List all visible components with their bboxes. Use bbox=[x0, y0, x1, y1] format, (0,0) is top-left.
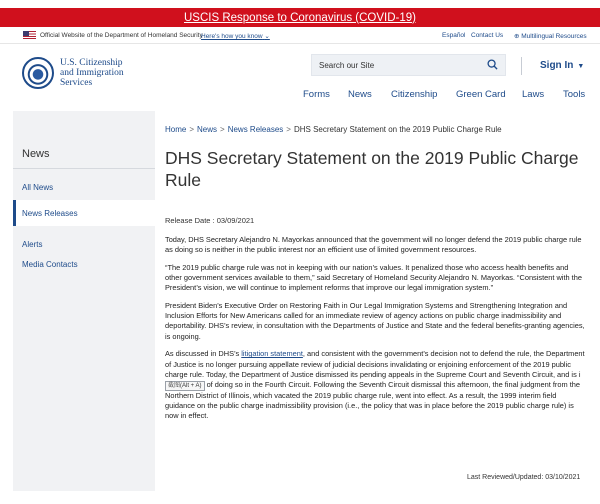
sidebar-item-alerts[interactable]: Alerts bbox=[22, 240, 43, 249]
contact-us-link[interactable]: Contact Us bbox=[471, 32, 504, 39]
sidebar-item-all-news[interactable]: All News bbox=[22, 183, 54, 192]
dhs-seal-icon[interactable] bbox=[22, 57, 54, 89]
us-flag-icon bbox=[23, 31, 36, 39]
site-header bbox=[0, 44, 600, 110]
chevron-down-icon: ▼ bbox=[577, 63, 585, 70]
how-you-know-link[interactable]: Here's how you know ⌄ bbox=[201, 33, 270, 40]
sidebar-item-news-releases[interactable] bbox=[13, 200, 155, 226]
nav-item-citizenship[interactable]: Citizenship bbox=[391, 89, 438, 100]
nav-item-news[interactable]: News bbox=[348, 89, 372, 100]
official-website-text: Official Website of the Department of Homeland Security bbox=[40, 32, 203, 39]
breadcrumb-home[interactable]: Home bbox=[165, 125, 187, 134]
espanol-link[interactable]: Español bbox=[442, 32, 466, 39]
main-content bbox=[155, 111, 595, 491]
uscis-logo[interactable]: U.S. Citizenship and Immigration Services bbox=[60, 58, 124, 88]
article-paragraph: “The 2019 public charge rule was not in keeping with our nation’s values. It penalized those who access health benefits and other government services available to them,” said Secretary of Homeland Security Alejandro N. Mayorkas. “Consistent with the President’s vision, we will continue to implement reforms that improve our legal immigration system.” bbox=[165, 262, 582, 293]
breadcrumb-news[interactable]: News bbox=[197, 125, 218, 134]
nav-item-tools[interactable]: Tools bbox=[563, 89, 586, 100]
utility-bar bbox=[0, 28, 600, 44]
screenshot-tooltip: 截图(Alt + A) bbox=[165, 381, 205, 391]
sidebar-title: News bbox=[22, 148, 50, 160]
article-paragraph: As discussed in DHS’s litigation statement, and consistent with the government’s decision not to defend the rule, the Department of Justice is no longer pursuing appellate review of judicial decisions invalidating or enjoining enforcement of the 2019 public charge rule. Today, the Department of Justice dismissed its pending appeals in the Supreme Court and Seventh Circuit, and is i截图(Alt + A) of doing so in the Fourth Circuit. Following the Seventh Circuit dismissal this afternoon, the final judgment from the Northern District of Illinois, which vacated the 2019 public charge rule, went into effect. As a result, the 1999 interim field guidance on the public charge inadmissibility provision (i.e., the policy that was in place before the 2019 public charge rule) is now in effect. bbox=[165, 349, 585, 421]
sidebar-item-media-contacts[interactable]: Media Contacts bbox=[22, 260, 78, 269]
main-nav bbox=[0, 89, 600, 105]
multilingual-link[interactable]: ⊕ Multilingual Resources bbox=[514, 33, 587, 40]
page-title: DHS Secretary Statement on the 2019 Public Charge Rule bbox=[165, 148, 579, 190]
litigation-statement-link[interactable]: litigation statement bbox=[241, 349, 303, 359]
search-box bbox=[311, 54, 506, 76]
sidebar bbox=[13, 111, 155, 491]
nav-item-laws[interactable]: Laws bbox=[522, 89, 545, 100]
sidebar-item-label: News Releases bbox=[22, 209, 78, 218]
last-reviewed-date: Last Reviewed/Updated: 03/10/2021 bbox=[467, 474, 581, 481]
article-paragraph: Today, DHS Secretary Alejandro N. Mayorkas announced that the government will no longer defend the 2019 public charge rule as doing so is neither in the public interest nor an efficient use of limited government resources. bbox=[165, 235, 582, 255]
release-date: Release Date : 03/09/2021 bbox=[165, 216, 255, 225]
covid-alert-link[interactable]: USCIS Response to Coronavirus (COVID-19) bbox=[184, 11, 416, 24]
nav-item-forms[interactable]: Forms bbox=[303, 89, 330, 100]
breadcrumb bbox=[165, 125, 502, 134]
breadcrumb-separator: > bbox=[189, 125, 195, 134]
breadcrumb-separator: > bbox=[286, 125, 291, 134]
covid-alert-bar bbox=[0, 8, 600, 27]
sign-in-button[interactable]: Sign In ▼ bbox=[540, 60, 585, 71]
nav-item-green-card[interactable]: Green Card bbox=[456, 89, 506, 100]
search-input[interactable] bbox=[312, 56, 472, 76]
search-icon[interactable] bbox=[487, 59, 498, 70]
chevron-down-icon: ⌄ bbox=[264, 33, 270, 40]
globe-icon: ⊕ bbox=[514, 33, 520, 40]
article-paragraph: President Biden’s Executive Order on Restoring Faith in Our Legal Immigration Systems and Strengthening Integration and Inclusion Efforts for New Americans called for an immediate review of agency actions on public charge inadmissibility and deportability. DHS’s review, in consultation with the Departments of Justice and State and the federal benefits-granting agencies, is ongoing. bbox=[165, 301, 585, 341]
header-divider bbox=[521, 57, 522, 75]
article-body bbox=[165, 235, 585, 429]
sidebar-divider bbox=[13, 168, 155, 169]
breadcrumb-current: DHS Secretary Statement on the 2019 Public Charge Rule bbox=[293, 125, 502, 134]
breadcrumb-news-releases[interactable]: News Releases bbox=[227, 125, 284, 134]
breadcrumb-separator: > bbox=[220, 125, 225, 134]
